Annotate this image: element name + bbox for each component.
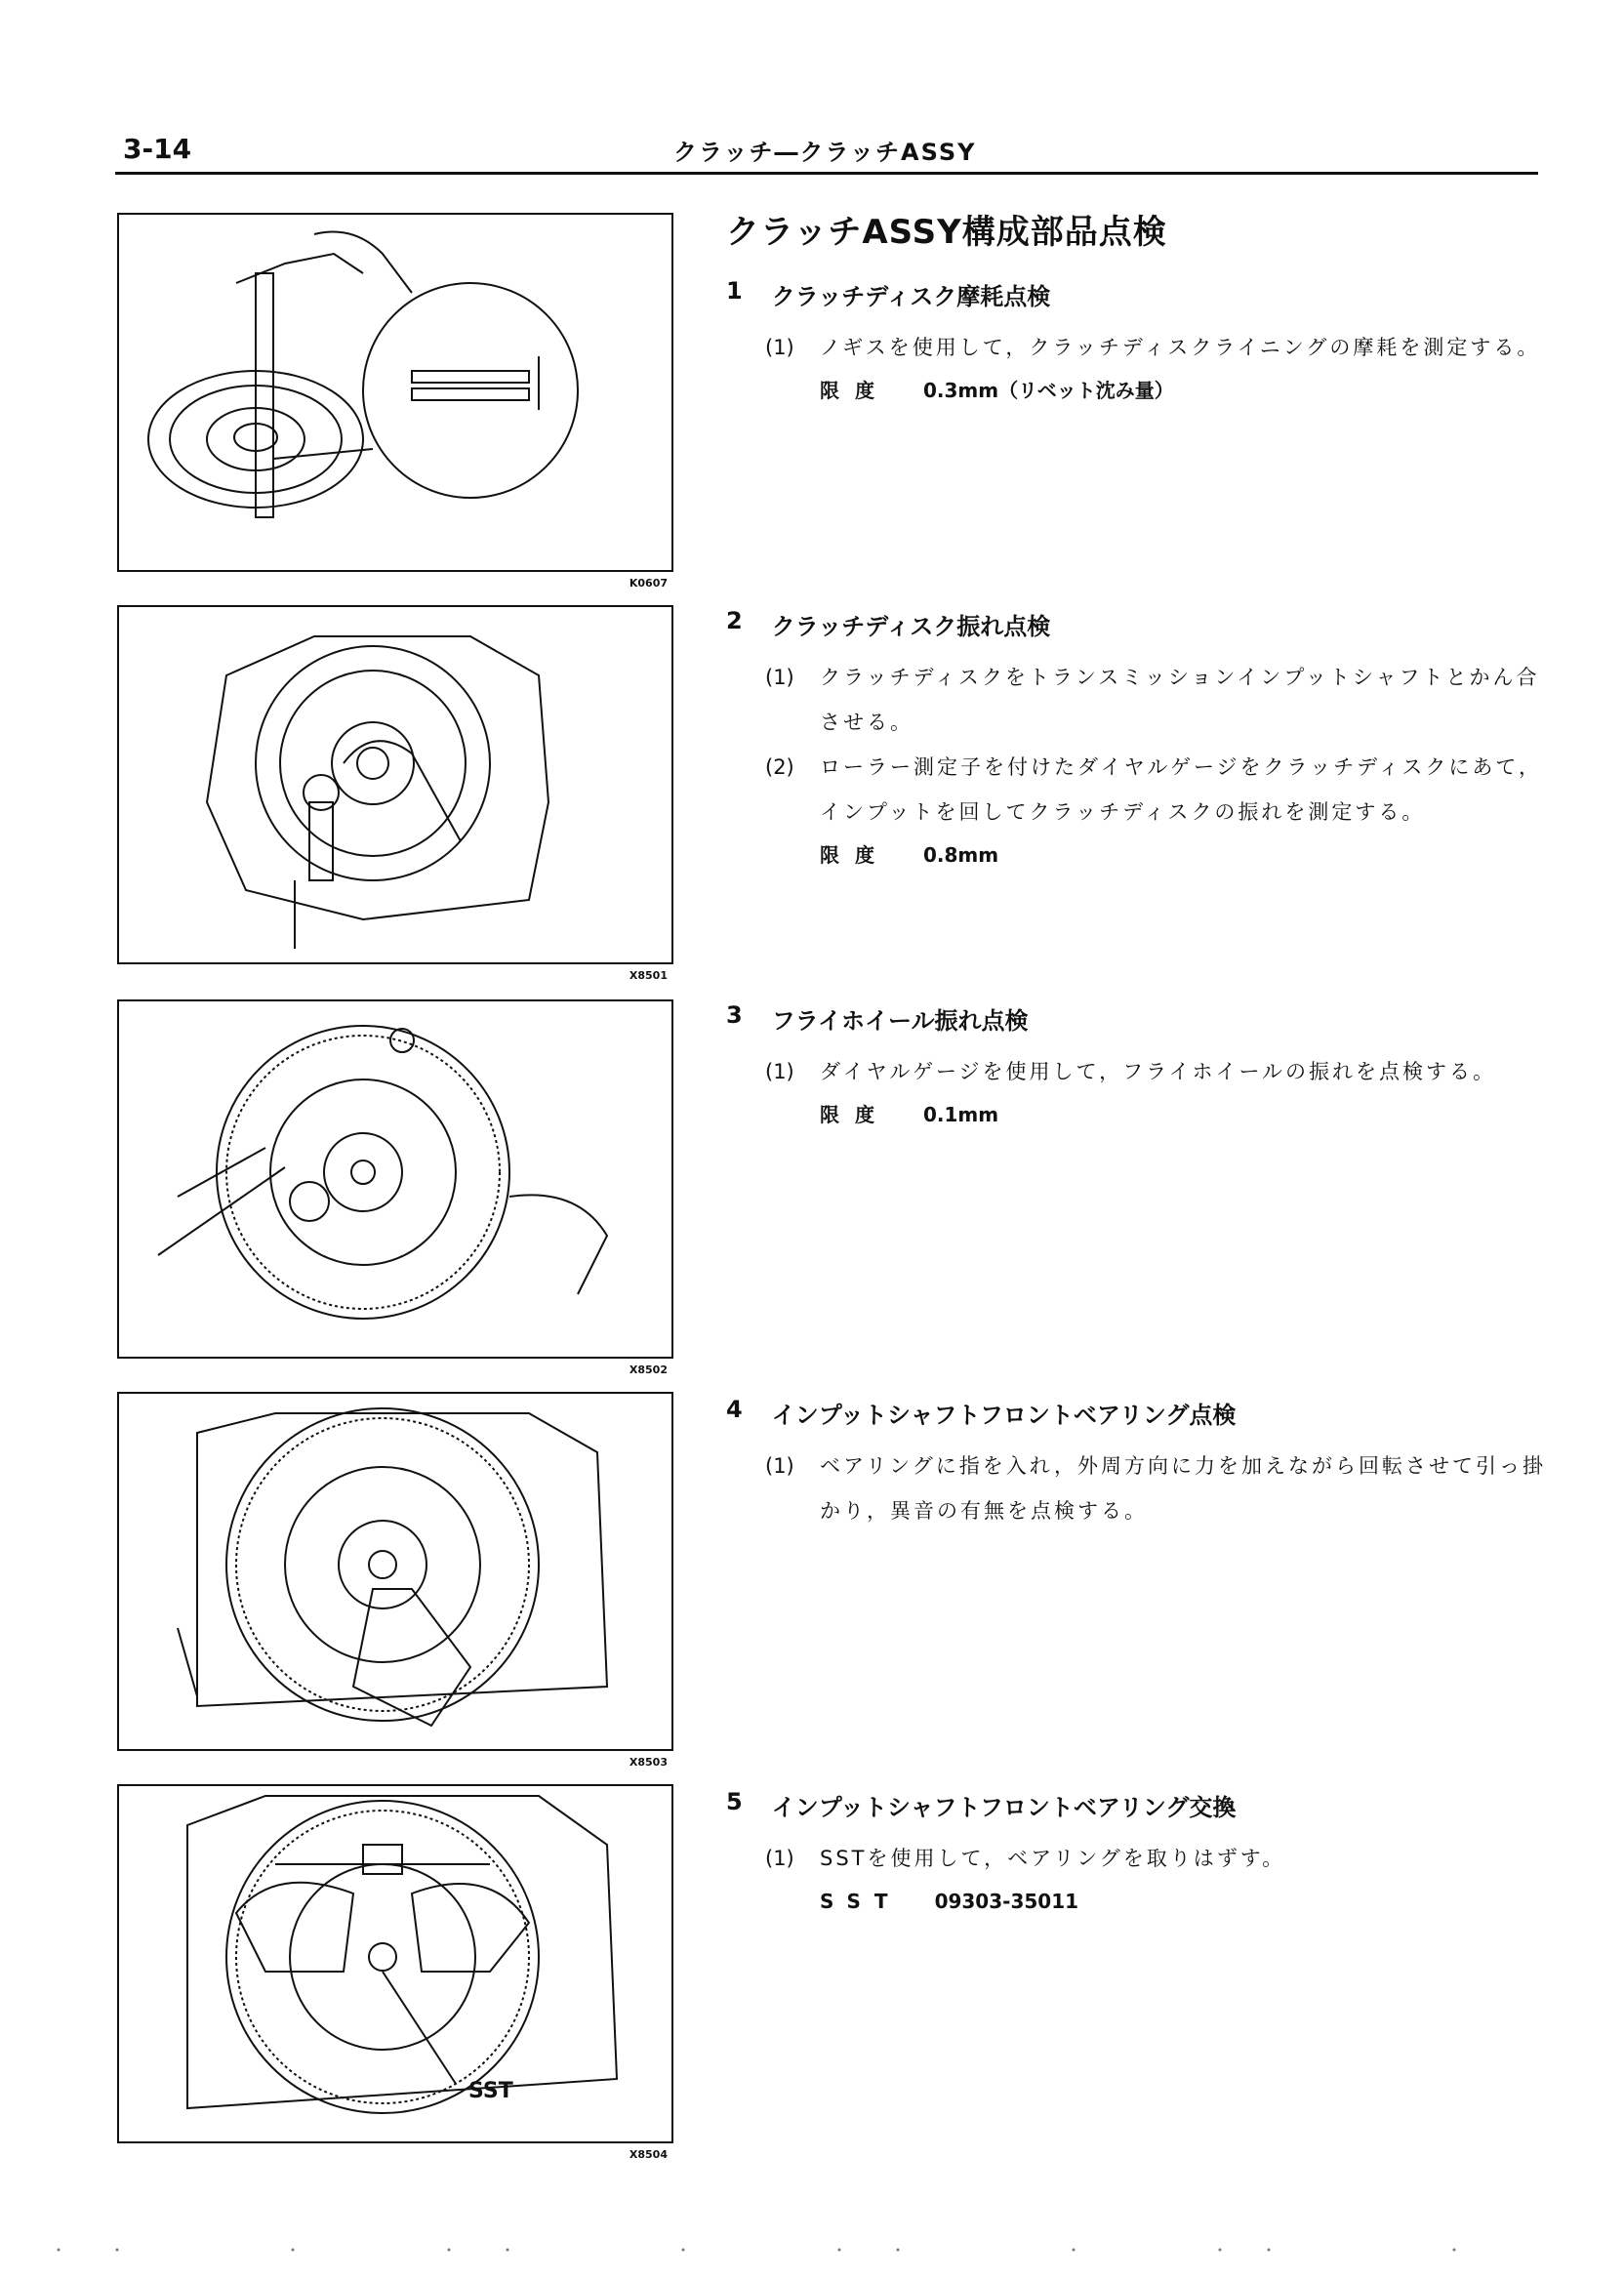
section-title: クラッチASSY構成部品点検 bbox=[726, 213, 1167, 252]
figure-code: K0607 bbox=[629, 577, 668, 590]
sub-step bbox=[726, 655, 1546, 745]
step-3 bbox=[726, 1001, 1546, 1135]
sub-step-number: (1) bbox=[765, 666, 794, 689]
footer-scan-marks bbox=[0, 2245, 1624, 2255]
sub-step-number: (1) bbox=[765, 1060, 794, 1083]
chapter-title: クラッチ―クラッチASSY bbox=[673, 139, 977, 166]
step-title: クラッチディスク摩耗点検 bbox=[771, 283, 1051, 310]
step-heading bbox=[726, 1396, 1546, 1430]
figure-bearing-removal bbox=[117, 1784, 673, 2161]
sub-step-text: ダイヤルゲージを使用して，フライホイールの振れを点検する。 bbox=[820, 1060, 1497, 1083]
step-title: インプットシャフトフロントベアリング点検 bbox=[771, 1402, 1237, 1429]
step-number: 1 bbox=[726, 277, 743, 305]
sub-step bbox=[726, 1836, 1546, 1881]
spec-value: 0.8mm bbox=[923, 843, 999, 867]
spec-limit bbox=[726, 835, 1546, 875]
sub-step-number: (1) bbox=[765, 336, 794, 359]
header-divider bbox=[115, 172, 1538, 175]
step-number: 4 bbox=[726, 1396, 743, 1423]
step-number: 3 bbox=[726, 1001, 743, 1029]
sub-step-text: ベアリングに指を入れ，外周方向に力を加えながら回転させて引っ掛かり，異音の有無を点検する。 bbox=[820, 1454, 1546, 1523]
figure-code: X8502 bbox=[629, 1364, 668, 1376]
spec-value: 09303-35011 bbox=[934, 1890, 1079, 1913]
sub-step bbox=[726, 745, 1546, 835]
step-5 bbox=[726, 1788, 1546, 1922]
figure-flywheel-runout bbox=[117, 999, 673, 1376]
step-title: インプットシャフトフロントベアリング交換 bbox=[771, 1794, 1237, 1821]
spec-label: 限度 bbox=[820, 843, 890, 867]
figure-clutch-disc-runout bbox=[117, 605, 673, 982]
step-heading bbox=[726, 1001, 1546, 1036]
sub-step-text: SSTを使用して，ベアリングを取りはずす。 bbox=[820, 1847, 1286, 1870]
figure-clutch-disc-wear bbox=[117, 213, 673, 590]
figure-code: X8503 bbox=[629, 1756, 668, 1769]
spec-sst bbox=[726, 1881, 1546, 1922]
sub-step-text: クラッチディスクをトランスミッションインプットシャフトとかん合させる。 bbox=[820, 666, 1540, 734]
sub-step bbox=[726, 1049, 1546, 1094]
spec-label: SST bbox=[820, 1890, 902, 1913]
sub-step-text: ノギスを使用して，クラッチディスクライニングの摩耗を測定する。 bbox=[820, 336, 1541, 359]
step-title: クラッチディスク振れ点検 bbox=[771, 613, 1051, 640]
page-number: 3-14 bbox=[123, 133, 192, 165]
step-2 bbox=[726, 607, 1546, 875]
figure-bearing-inspection bbox=[117, 1392, 673, 1769]
figure-code: X8504 bbox=[629, 2148, 668, 2161]
step-heading bbox=[726, 607, 1546, 641]
spec-value: 0.3mm（リベット沈み量） bbox=[923, 379, 1174, 402]
step-number: 5 bbox=[726, 1788, 743, 1815]
figure-code: X8501 bbox=[629, 969, 668, 982]
step-title: フライホイール振れ点検 bbox=[771, 1007, 1029, 1035]
step-heading bbox=[726, 1788, 1546, 1822]
step-4 bbox=[726, 1396, 1546, 1533]
sub-step-number: (1) bbox=[765, 1454, 794, 1478]
spec-value: 0.1mm bbox=[923, 1103, 999, 1126]
step-number: 2 bbox=[726, 607, 743, 634]
spec-label: 限度 bbox=[820, 1103, 890, 1126]
sst-callout-label: SST bbox=[468, 2079, 513, 2103]
sub-step-number: (2) bbox=[765, 755, 794, 779]
step-heading bbox=[726, 277, 1546, 311]
spec-limit bbox=[726, 370, 1546, 411]
step-1 bbox=[726, 277, 1546, 411]
sub-step-text: ローラー測定子を付けたダイヤルゲージをクラッチディスクにあて，インプットを回してクラッチディスクの振れを測定する。 bbox=[820, 755, 1543, 824]
spec-label: 限度 bbox=[820, 379, 890, 402]
sub-step bbox=[726, 325, 1546, 370]
sub-step-number: (1) bbox=[765, 1847, 794, 1870]
spec-limit bbox=[726, 1094, 1546, 1135]
sub-step bbox=[726, 1444, 1546, 1533]
